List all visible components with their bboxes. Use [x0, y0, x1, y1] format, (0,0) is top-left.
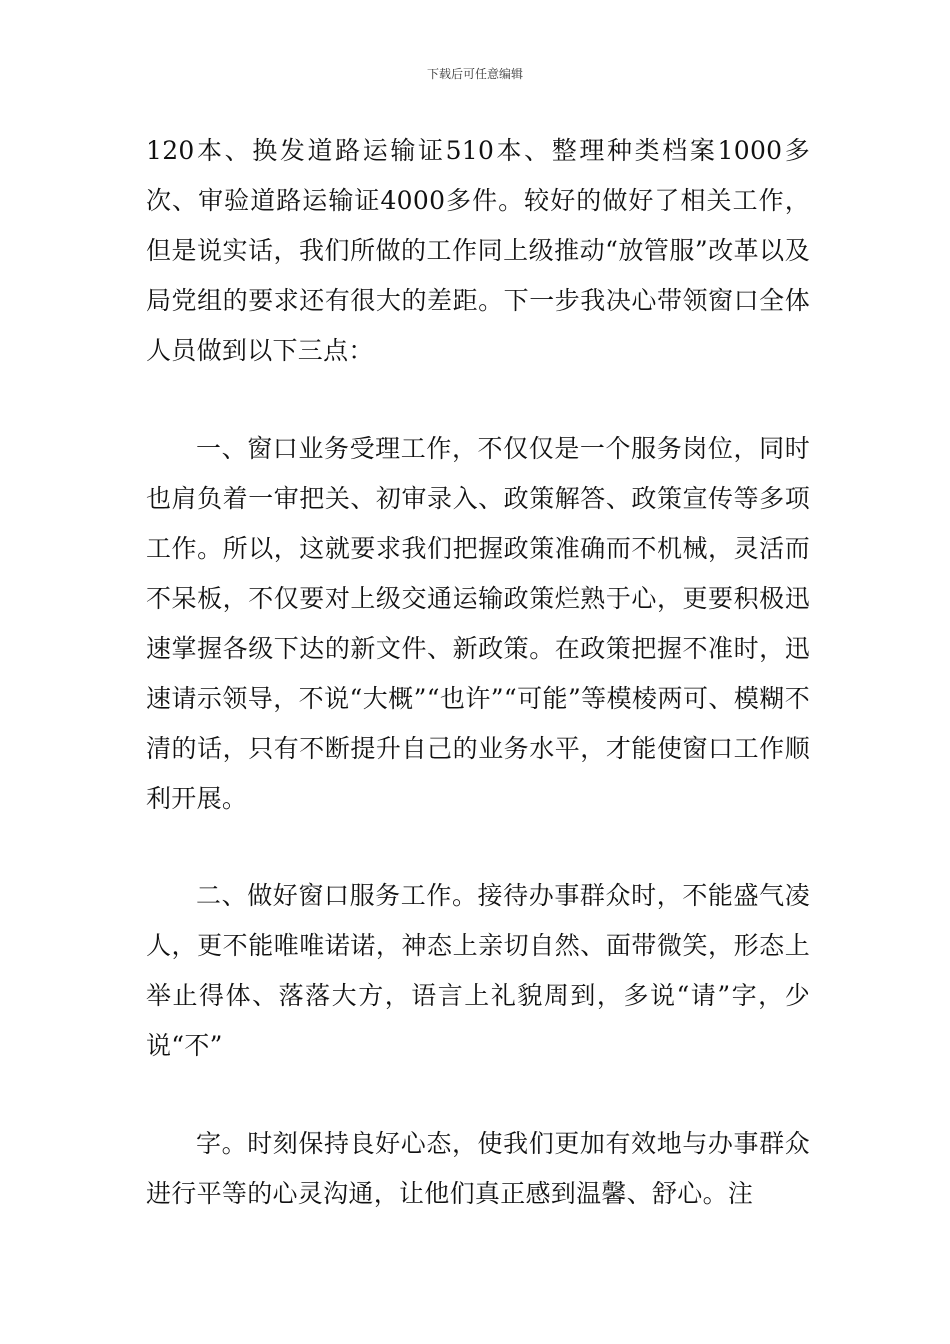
paragraph-3: 二、做好窗口服务工作。接待办事群众时，不能盛气凌人，更不能唯唯诺诺，神态上亲切自然、面带微笑，形态上举止得体、落落大方，语言上礼貌周到，多说“请”字，少说“不”: [146, 881, 810, 1060]
paragraph-4: 字。时刻保持良好心态，使我们更加有效地与办事群众进行平等的心灵沟通，让他们真正感到温馨、舒心。注: [146, 1129, 810, 1208]
paragraph-2: 一、窗口业务受理工作，不仅仅是一个服务岗位，同时也肩负着一审把关、初审录入、政策解答、政策宣传等多项工作。所以，这就要求我们把握政策准确而不机械，灵活而不呆板，不仅要对上级交通运输政策烂熟于心，更要积极迅速掌握各级下达的新文件、新政策。在政策把握不准时，迅速请示领导，不说“大概”“也许”“可能”等模棱两可、模糊不清的话，只有不断提升自己的业务水平，才能使窗口工作顺利开展。: [146, 434, 810, 813]
page-header-note: 下载后可任意编辑: [426, 67, 523, 81]
paragraph-1: 120本、换发道路运输证510本、整理种类档案1000多次、审验道路运输证4000多件。较好的做好了相关工作，但是说实话，我们所做的工作同上级推动“放管服”改革以及局党组的要求还有很大的差距。下一步我决心带领窗口全体人员做到以下三点：: [146, 136, 810, 365]
